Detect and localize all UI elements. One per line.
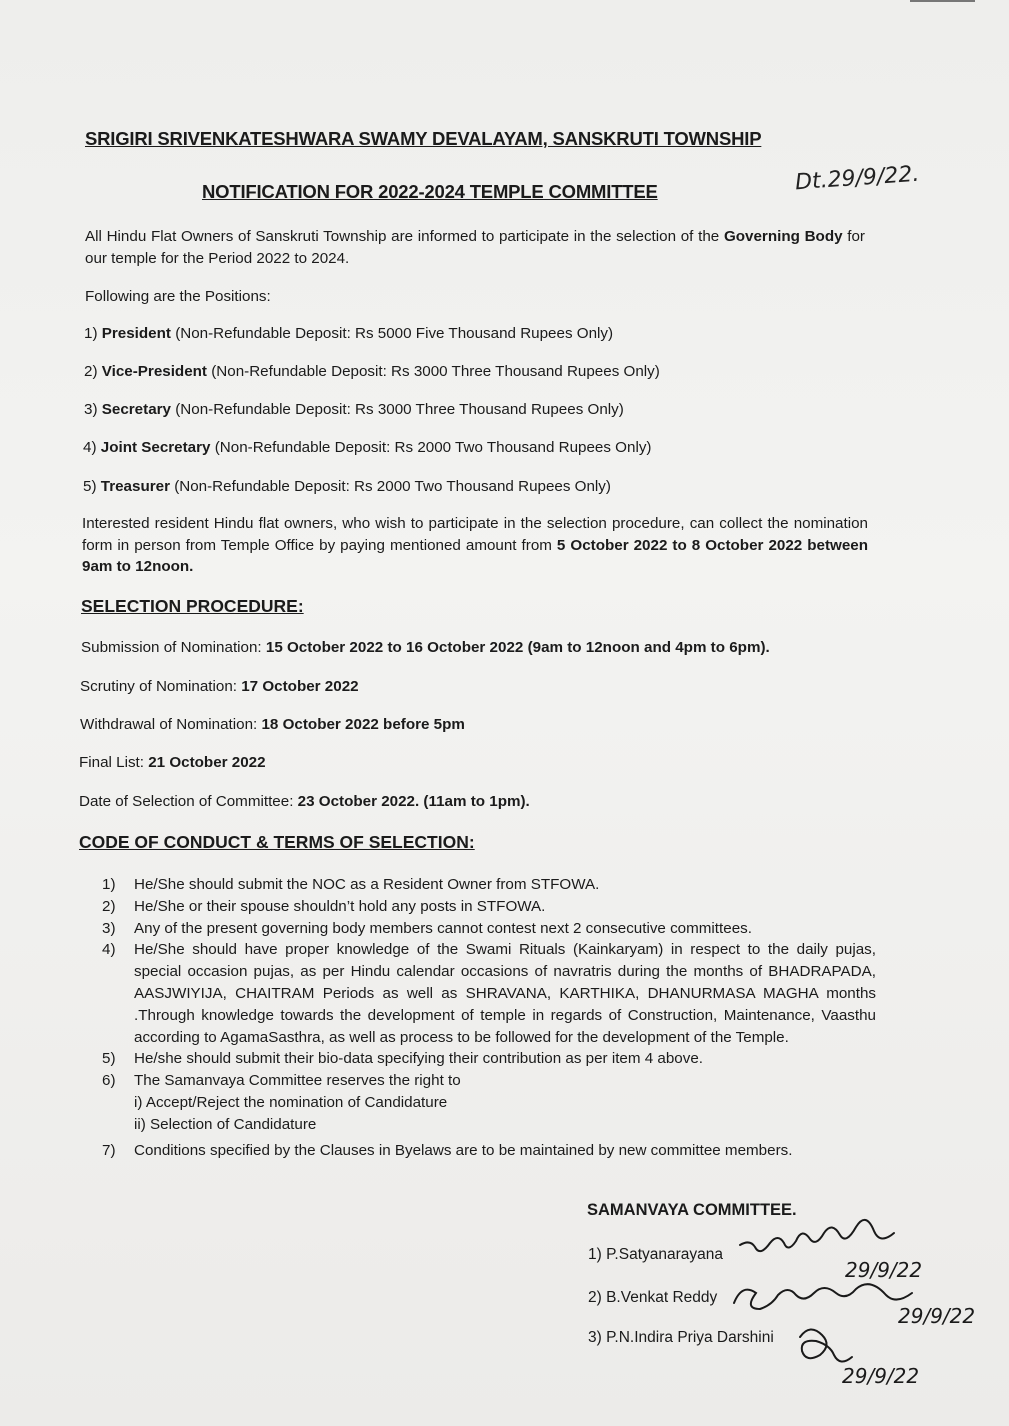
intro-paragraph <box>85 226 865 269</box>
signature-3 <box>800 1329 852 1361</box>
signature-date-2: 29/9/22 <box>898 1304 976 1328</box>
conduct-item: 7) Conditions specified by the Clauses in Byelaws are to be maintained by new committee members. <box>102 1141 793 1159</box>
conduct-heading: CODE OF CONDUCT & TERMS OF SELECTION: <box>79 832 475 852</box>
conduct-list <box>96 874 876 1161</box>
conduct-item: 4) He/She should have proper knowledge of the Swami Rituals (Kainkaryam) in respect to the daily pujas, special occasion pujas, as per Hindu calendar occasions of navratris during the months of BHADRAPADA, AASJWIYIJA, CHAITRAM Periods as well as SHRAVANA, KARTHIKA, DHANURMASA MAGHA months .Through knowledge towards the development of temple in regards of Construction, Maintenance, Vaasthu according to AgamaSasthra, as well as process to be followed for the development of the Temple. <box>102 941 876 1046</box>
selection-item: Withdrawal of Nomination: 18 October 2022 before 5pm <box>80 716 465 733</box>
handwritten-date: Dt.29/9/22. <box>794 161 921 196</box>
handwritten-signatures <box>720 1205 1005 1395</box>
signature-2 <box>734 1284 912 1309</box>
scan-edge-line <box>910 0 975 2</box>
interest-paragraph <box>82 513 868 578</box>
intro-bold: Governing Body <box>723 228 843 245</box>
interest-dates: 5 October 2022 to 8 October 2022 between 9am to 12noon. <box>82 536 868 575</box>
committee-member: 3) P.N.Indira Priya Darshini <box>588 1329 774 1346</box>
selection-item: Date of Selection of Committee: 23 October 2022. (11am to 1pm). <box>79 793 530 810</box>
intro-text-end: for our temple for the Period 2022 to 2024. <box>85 228 865 267</box>
conduct-item: 6) The Samanvaya Committee reserves the right to i) Accept/Reject the nomination of Candidature ii) Selection of Candidature <box>96 1070 876 1135</box>
selection-item: Scrutiny of Nomination: 17 October 2022 <box>80 678 359 695</box>
conduct-item: 2) He/She or their spouse shouldn’t hold any posts in STFOWA. <box>102 897 546 915</box>
position-item: 3) Secretary (Non-Refundable Deposit: Rs 3000 Three Thousand Rupees Only) <box>84 401 624 418</box>
selection-item: Submission of Nomination: 15 October 2022 to 16 October 2022 (9am to 12noon and 4pm to 6pm). <box>81 639 770 656</box>
selection-heading: SELECTION PROCEDURE: <box>81 596 304 616</box>
signature-1 <box>740 1220 894 1251</box>
conduct-subitem: ii) Selection of Candidature <box>134 1115 317 1133</box>
selection-item: Final List: 21 October 2022 <box>79 754 266 771</box>
position-item: 5) Treasurer (Non-Refundable Deposit: Rs 2000 Two Thousand Rupees Only) <box>83 478 611 495</box>
position-item: 4) Joint Secretary (Non-Refundable Deposit: Rs 2000 Two Thousand Rupees Only) <box>83 439 652 456</box>
position-item: 2) Vice-President (Non-Refundable Deposit: Rs 3000 Three Thousand Rupees Only) <box>84 363 660 380</box>
signature-date-3: 29/9/22 <box>842 1364 920 1388</box>
position-item: 1) President (Non-Refundable Deposit: Rs 5000 Five Thousand Rupees Only) <box>84 325 614 342</box>
committee-member: 1) P.Satyanarayana <box>588 1246 724 1263</box>
document-subtitle: NOTIFICATION FOR 2022-2024 TEMPLE COMMITTEE <box>202 181 658 202</box>
conduct-item: 3) Any of the present governing body members cannot contest next 2 consecutive committees. <box>102 919 752 937</box>
conduct-item: 1) He/She should submit the NOC as a Resident Owner from STFOWA. <box>102 876 600 893</box>
conduct-item: 5) He/she should submit their bio-data specifying their contribution as per item 4 above. <box>102 1050 703 1068</box>
intro-text: All Hindu Flat Owners of Sanskruti Township are informed to participate in the selection of the <box>85 228 724 245</box>
conduct-subitem: i) Accept/Reject the nomination of Candidature <box>134 1093 448 1111</box>
document-title: SRIGIRI SRIVENKATESHWARA SWAMY DEVALAYAM, SANSKRUTI TOWNSHIP <box>85 128 762 149</box>
positions-heading: Following are the Positions: <box>85 288 271 305</box>
committee-member: 2) B.Venkat Reddy <box>588 1289 718 1306</box>
committee-heading: SAMANVAYA COMMITTEE. <box>587 1201 797 1219</box>
interest-text: Interested resident Hindu flat owners, who wish to participate in the selection procedure, can collect the nomination form in person from Temple Office by paying mentioned amount from <box>82 515 868 554</box>
signature-date-1: 29/9/22 <box>845 1258 923 1282</box>
